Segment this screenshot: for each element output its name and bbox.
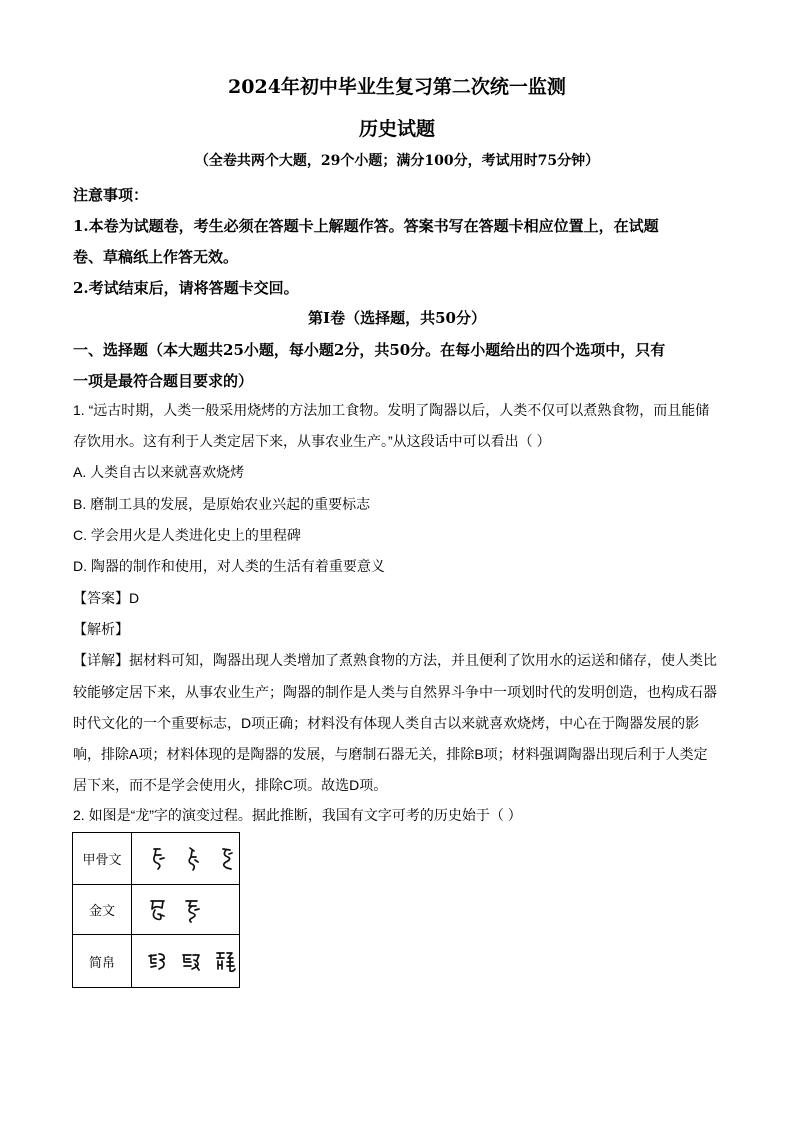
q1-detail-line-4: 响，排除A项；材料体现的是陶器的发展，与磨制石器无关，排除B项；材料强调陶器出现后利于人类定 xyxy=(73,746,708,762)
notice-heading: 注意事项： xyxy=(73,186,149,204)
table-row xyxy=(73,935,240,988)
q2-stem: 2. 如图是“龙”字的演变过程。据此推断，我国有文字可考的历史始于（ ） xyxy=(73,807,522,823)
notice-item-1-line-2: 卷、草稿纸上作答无效。 xyxy=(73,248,239,266)
dragon-glyph-silk-2 xyxy=(180,948,204,974)
row-label-bamboo-silk: 简帛 xyxy=(73,935,132,988)
exam-note: （全卷共两个大题，29个小题；满分100分，考试用时75分钟） xyxy=(194,153,600,169)
q1-analysis-heading: 【解析】 xyxy=(73,621,129,637)
q1-answer: 【答案】D xyxy=(73,590,140,606)
row-label-oracle-bone: 甲骨文 xyxy=(73,833,132,885)
dragon-glyph-bronze-1 xyxy=(146,897,170,923)
bronze-glyphs-cell xyxy=(132,885,240,935)
section-title: 第Ⅰ卷（选择题，共50分） xyxy=(308,309,486,327)
oracle-bone-glyphs-cell xyxy=(132,833,240,885)
table-row xyxy=(73,833,240,885)
section-intro-line-2: 一项是最符合题目要求的） xyxy=(73,372,254,390)
bamboo-silk-glyphs xyxy=(132,948,239,974)
q1-option-d: D. 陶器的制作和使用，对人类的生活有着重要意义 xyxy=(73,558,385,574)
row-label-bronze: 金文 xyxy=(73,885,132,935)
q1-detail-line-1: 【详解】据材料可知，陶器出现人类增加了煮熟食物的方法，并且便利了饮用水的运送和储存，使人类比 xyxy=(73,652,717,668)
q1-detail-line-3: 时代文化的一个重要标志，D项正确；材料没有体现人类自古以来就喜欢烧烤，中心在于陶器发展的影 xyxy=(73,715,700,731)
dragon-glyph-oracle-3 xyxy=(214,846,238,872)
table-row xyxy=(73,885,240,935)
oracle-bone-glyphs xyxy=(132,846,239,872)
q1-option-b: B. 磨制工具的发展，是原始农业兴起的重要标志 xyxy=(73,496,371,512)
bamboo-silk-glyphs-cell xyxy=(132,935,240,988)
dragon-character-table xyxy=(72,832,240,988)
dragon-glyph-silk-1 xyxy=(146,948,170,974)
q1-stem-line-1: 1. “远古时期，人类一般采用烧烤的方法加工食物。发明了陶器以后，人类不仅可以煮熟食物，而且能储 xyxy=(73,402,710,418)
exam-title: 2024年初中毕业生复习第二次统一监测 xyxy=(228,76,566,98)
dragon-glyph-silk-3 xyxy=(214,948,238,974)
q1-stem-line-2: 存饮用水。这有利于人类定居下来，从事农业生产。”从这段话中可以看出（ ） xyxy=(73,433,551,449)
q1-option-c: C. 学会用火是人类进化史上的里程碑 xyxy=(73,527,301,543)
notice-item-1-line-1: 1.本卷为试题卷，考生必须在答题卡上解题作答。答案书写在答题卡相应位置上，在试题 xyxy=(73,217,659,235)
dragon-glyph-bronze-2 xyxy=(180,897,204,923)
dragon-glyph-oracle-2 xyxy=(180,846,204,872)
bronze-glyphs xyxy=(132,897,239,923)
notice-item-2: 2.考试结束后，请将答题卡交回。 xyxy=(73,279,299,297)
section-intro-line-1: 一、选择题（本大题共25小题，每小题2分，共50分。在每小题给出的四个选项中，只有 xyxy=(73,341,666,359)
dragon-glyph-oracle-1 xyxy=(146,846,170,872)
exam-subtitle: 历史试题 xyxy=(358,118,435,140)
q1-detail-line-5: 居下来，而不是学会使用火，排除C项。故选D项。 xyxy=(73,777,388,793)
q1-option-a: A. 人类自古以来就喜欢烧烤 xyxy=(73,464,245,480)
q1-detail-line-2: 较能够定居下来，从事农业生产；陶器的制作是人类与自然界斗争中一项划时代的发明创造，也构成石器 xyxy=(73,684,717,700)
